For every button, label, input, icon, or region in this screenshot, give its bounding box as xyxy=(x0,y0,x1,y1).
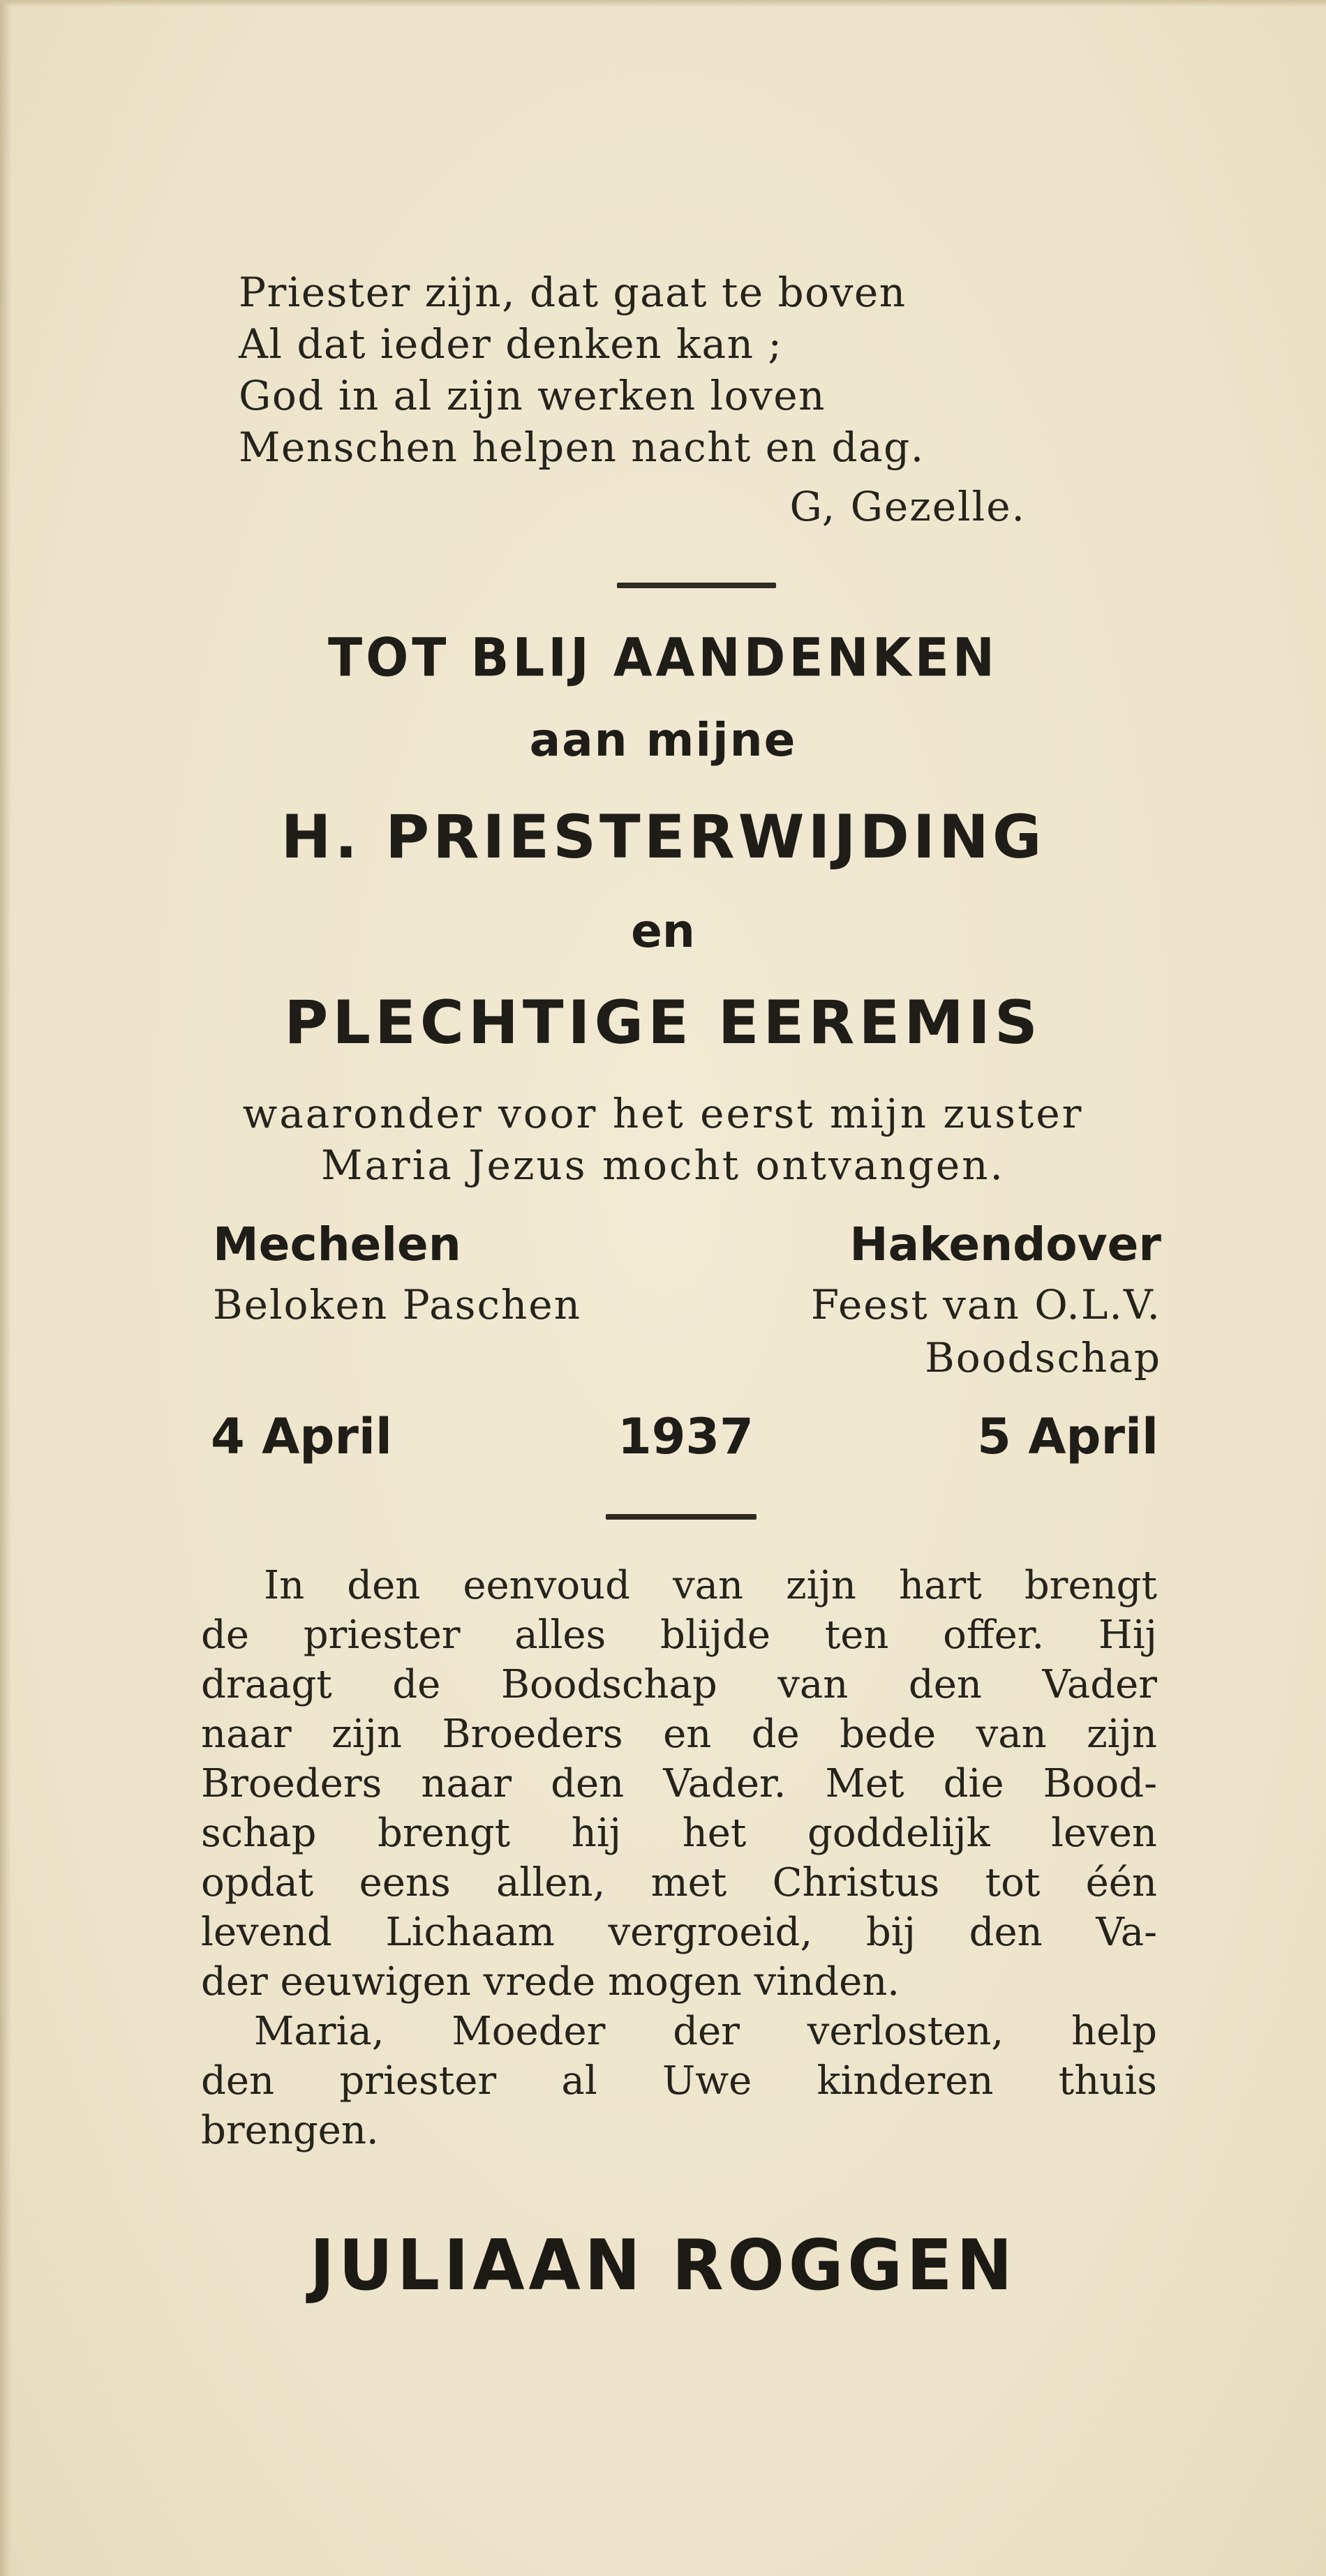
place-right-sub-2: Boodschap xyxy=(925,1334,1161,1381)
date-right: 5 April xyxy=(977,1408,1159,1465)
note-line-1: waaronder voor het eerst mijn zuster xyxy=(242,1090,1084,1137)
signature: JULIAAN ROGGEN xyxy=(309,2224,1017,2306)
poem-line: Al dat ieder denken kan ; xyxy=(239,320,783,368)
paragraph-line: draagt de Boodschap van den Vader xyxy=(201,1662,1157,1707)
middle-divider xyxy=(606,1514,757,1520)
heading-line-1: TOT BLIJ AANDENKEN xyxy=(327,626,999,689)
paragraph-line: In den eenvoud van zijn hart brengt xyxy=(264,1563,1157,1608)
prayer-line: Maria, Moeder der verlosten, help xyxy=(254,2009,1157,2054)
poem-line: Menschen helpen nacht en dag. xyxy=(239,424,925,471)
card-left-edge xyxy=(0,0,11,2576)
place-right-sub-1: Feest van O.L.V. xyxy=(810,1281,1161,1328)
body-paragraph xyxy=(201,1561,1157,2155)
poem-author: G, Gezelle. xyxy=(789,483,1026,530)
paragraph-line: naar zijn Broeders en de bede van zijn xyxy=(201,1712,1157,1757)
poem-line: Priester zijn, dat gaat te boven xyxy=(239,269,907,316)
poem-line: God in al zijn werken loven xyxy=(239,372,826,419)
place-left-name: Mechelen xyxy=(213,1218,461,1271)
place-right-name: Hakendover xyxy=(849,1218,1161,1271)
date-year: 1937 xyxy=(618,1408,754,1465)
heading-line-3: H. PRIESTERWIJDING xyxy=(281,802,1045,872)
prayer-line: den priester al Uwe kinderen thuis xyxy=(201,2058,1157,2104)
paragraph-line: der eeuwigen vrede mogen vinden. xyxy=(201,1959,900,2005)
top-divider xyxy=(617,583,776,588)
date-left: 4 April xyxy=(211,1408,392,1465)
place-left-sub: Beloken Paschen xyxy=(213,1281,581,1328)
heading-line-4: en xyxy=(631,904,695,958)
heading-line-2: aan mijne xyxy=(529,713,797,767)
paragraph-line: de priester alles blijde ten offer. Hij xyxy=(201,1612,1157,1658)
paragraph-line: schap brengt hij het goddelijk leven xyxy=(201,1811,1157,1856)
paragraph-line: opdat eens allen, met Christus tot één xyxy=(201,1860,1157,1905)
heading-line-5: PLECHTIGE EEREMIS xyxy=(284,988,1042,1058)
note-line-2: Maria Jezus mocht ontvangen. xyxy=(321,1141,1005,1189)
card-top-edge xyxy=(0,0,1326,7)
poem xyxy=(239,267,1034,473)
prayer-line: brengen. xyxy=(201,2108,379,2153)
paragraph-line: levend Lichaam vergroeid, bij den Va- xyxy=(201,1910,1157,1955)
paragraph-line: Broeders naar den Vader. Met die Bood- xyxy=(201,1761,1157,1806)
